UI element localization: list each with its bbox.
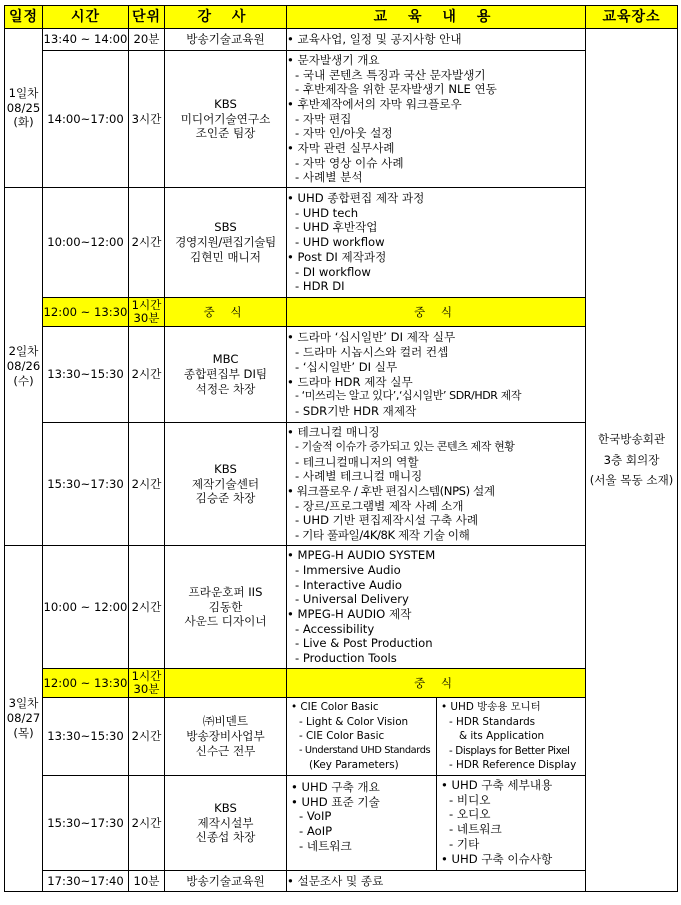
unit-cell: 1시간 30분: [129, 298, 165, 327]
unit-cell: 3시간: [129, 51, 165, 188]
speaker-cell: 방송기술교육원: [165, 29, 287, 51]
time-cell: 12:00 ~ 13:30: [43, 298, 129, 327]
table-row: [5, 698, 678, 776]
time-cell: 12:00 ~ 13:30: [43, 669, 129, 698]
content-right: • UHD 구축 세부내용 - 비디오 - 오디오 - 네트워크 - 기타 • UHD 구축 이슈사항: [441, 778, 553, 866]
schedule-table: [4, 5, 678, 892]
unit-cell: 2시간: [129, 546, 165, 669]
table-row: [5, 29, 678, 51]
speaker-cell: SBS 경영지원/편집기술팀 김현민 매니저: [165, 188, 287, 298]
header-time: 시간: [43, 6, 129, 29]
unit-cell: 2시간: [129, 698, 165, 776]
content-cell: • 테크니컬 매니징 - 기술적 이슈가 증가되고 있는 콘텐츠 제작 현황 - 테크니컬매니저의 역할 - 사례별 테크니컬 매니징 • 워크플로우 / 후반 편집시스템(NPS) 설계 - 장르/프로그램별 제작 사례 소개 - UHD 기반 편집제작시설 구축 사례 - 기타 풀파일/4K/8K 제작 기술 이해: [287, 423, 586, 546]
lunch-content-cell: 중 식: [287, 669, 586, 698]
table-row: [5, 776, 678, 871]
content-cell: [287, 776, 586, 871]
content-cell: • 설문조사 및 종료: [287, 871, 586, 892]
lunch-content-cell: 중 식: [287, 298, 586, 327]
unit-cell: 1시간 30분: [129, 669, 165, 698]
content-cell: • 문자발생기 개요 - 국내 콘텐츠 특징과 국산 문자발생기 - 후반제작을 위한 문자발생기 NLE 연동 • 후반제작에서의 자막 워크플로우 - 자막 편집 - 자막 인/아웃 설정 • 자막 관련 실무사례 - 자막 영상 이슈 사례 - 사례별 분석: [287, 51, 586, 188]
time-cell: 13:30~15:30: [43, 698, 129, 776]
content-cell: • MPEG-H AUDIO SYSTEM - Immersive Audio - Interactive Audio - Universal Delivery • MPEG-H AUDIO 제작 - Accessibility - Live & Post Production - Production Tools: [287, 546, 586, 669]
content-cell: • 드라마 ‘십시일반’ DI 제작 실무 - 드라마 시놉시스와 컬러 컨셉 - ‘십시일반’ DI 실무 • 드라마 HDR 제작 실무 - ‘미쓰리는 알고 있다’,‘십시일반’ SDR/HDR 제작 - SDR기반 HDR 재제작: [287, 327, 586, 423]
location-cell: 한국방송회관 3층 회의장 (서울 목동 소재): [586, 29, 678, 892]
lunch-row: [5, 669, 678, 698]
content-left: • CIE Color Basic - Light & Color Vision - CIE Color Basic - Understand UHD Standards (Key Parameters): [287, 698, 437, 775]
header-date: 일정: [5, 6, 43, 29]
speaker-cell: KBS 제작기술센터 김승준 차장: [165, 423, 287, 546]
unit-cell: 2시간: [129, 776, 165, 871]
unit-cell: 2시간: [129, 423, 165, 546]
time-cell: 13:30~15:30: [43, 327, 129, 423]
unit-cell: 2시간: [129, 188, 165, 298]
lunch-speaker-cell: [165, 669, 287, 698]
lunch-row: [5, 298, 678, 327]
time-cell: 13:40 ~ 14:00: [43, 29, 129, 51]
speaker-cell: 방송기술교육원: [165, 871, 287, 892]
lunch-speaker-cell: 중 식: [165, 298, 287, 327]
table-row: [5, 327, 678, 423]
day2-label: 2일차 08/26 (수): [5, 188, 43, 546]
unit-cell: 10분: [129, 871, 165, 892]
speaker-cell: 프라운호퍼 IIS 김동한 사운드 디자이너: [165, 546, 287, 669]
unit-cell: 20분: [129, 29, 165, 51]
content-left: • UHD 구축 개요 • UHD 표준 기술 - VoIP - AoIP - 네트워크: [287, 776, 437, 870]
speaker-cell: KBS 제작시설부 신종섭 차장: [165, 776, 287, 871]
content-cell: • UHD 종합편집 제작 과정 - UHD tech - UHD 후반작업 - UHD workflow • Post DI 제작과정 - DI workflow - HDR DI: [287, 188, 586, 298]
table-row: [5, 423, 678, 546]
table-row: [5, 546, 678, 669]
header-speaker: 강 사: [165, 6, 287, 29]
time-cell: 10:00~12:00: [43, 188, 129, 298]
header-content: 교 육 내 용: [287, 6, 586, 29]
header-row: [5, 6, 678, 29]
speaker-cell: ㈜비덴트 방송장비사업부 신수근 전무: [165, 698, 287, 776]
content-right: • UHD 방송용 모니터 - HDR Standards & its Application - Displays for Better Pixel - HDR Reference Display: [441, 701, 577, 772]
table-row: [5, 51, 678, 188]
content-cell: [287, 698, 586, 776]
header-location: 교육장소: [586, 6, 678, 29]
content-cell: • 교육사업, 일정 및 공지사항 안내: [287, 29, 586, 51]
time-cell: 10:00 ~ 12:00: [43, 546, 129, 669]
day1-label: 1일차 08/25 (화): [5, 29, 43, 188]
speaker-cell: KBS 미디어기술연구소 조인준 팀장: [165, 51, 287, 188]
table-row: [5, 188, 678, 298]
header-unit: 단위: [129, 6, 165, 29]
table-row: [5, 871, 678, 892]
time-cell: 15:30~17:30: [43, 423, 129, 546]
unit-cell: 2시간: [129, 327, 165, 423]
time-cell: 15:30~17:30: [43, 776, 129, 871]
time-cell: 14:00~17:00: [43, 51, 129, 188]
time-cell: 17:30~17:40: [43, 871, 129, 892]
speaker-cell: MBC 종합편집부 DI팀 석정은 차장: [165, 327, 287, 423]
day3-label: 3일차 08/27 (목): [5, 546, 43, 892]
